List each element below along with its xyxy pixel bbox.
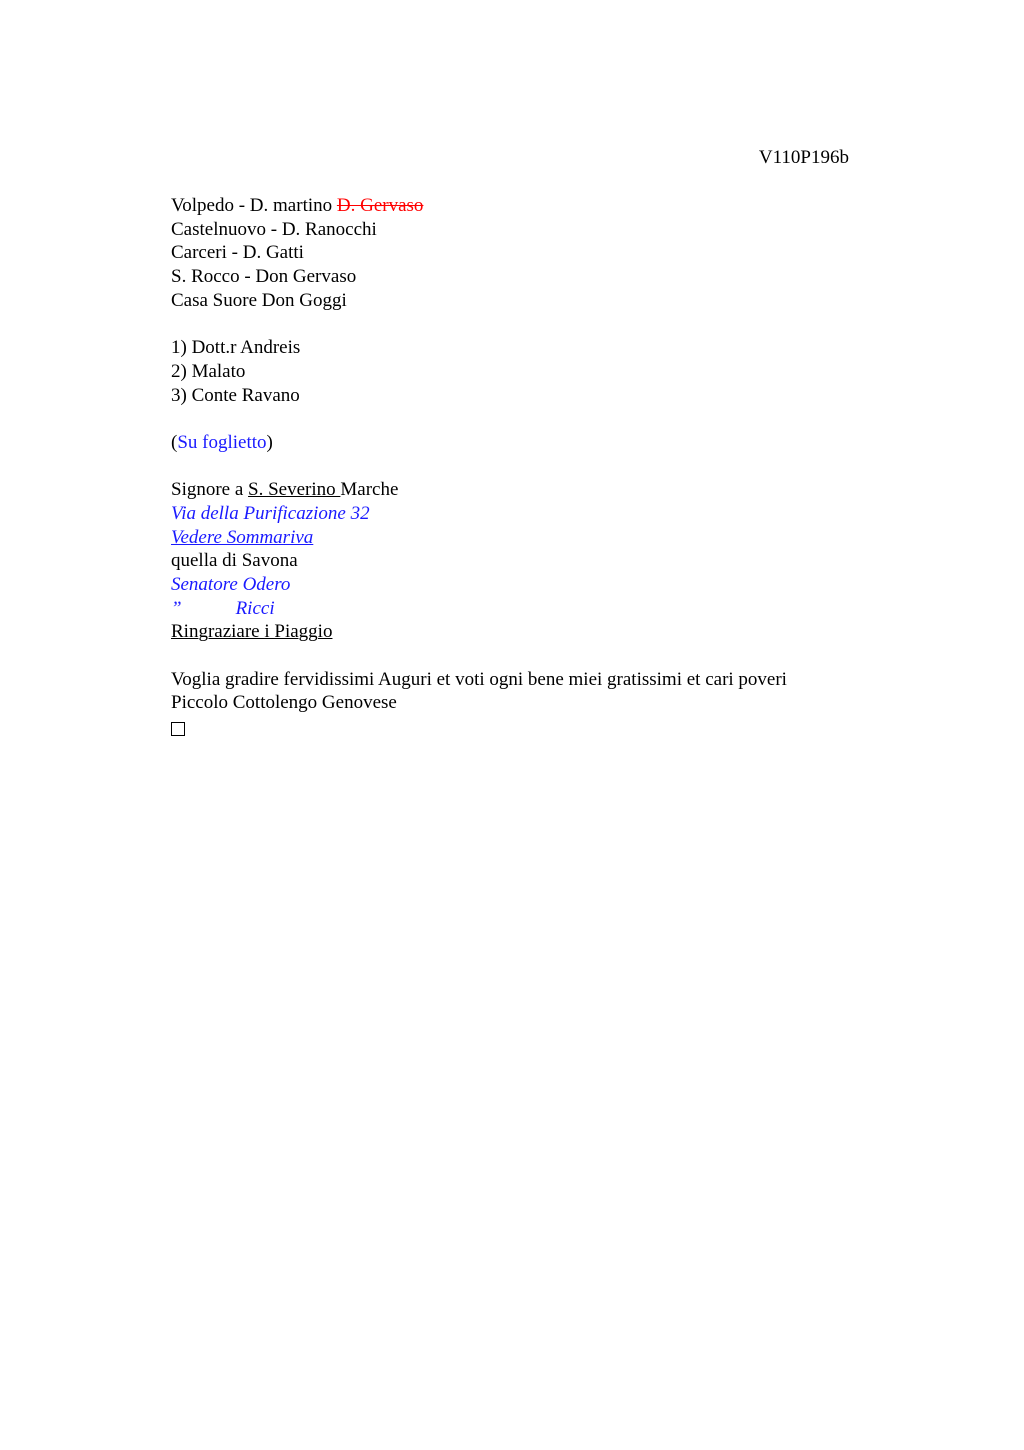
text-line-address: Via della Purificazione 32 (171, 502, 370, 524)
note-close-paren: ) (266, 431, 273, 453)
text-line-casa-suore: Casa Suore Don Goggi (171, 289, 347, 311)
signore-prefix: Signore a (171, 479, 249, 501)
text-line-voglia: Voglia gradire fervidissimi Auguri et voti ogni bene miei gratissimi et cari poveri (171, 668, 787, 690)
text-line-savona: quella di Savona (171, 550, 298, 572)
note-open-paren: ( (171, 431, 178, 453)
text-line-senatore: Senatore Odero (171, 574, 291, 595)
text-line-castelnuovo: Castelnuovo - D. Ranocchi (171, 218, 377, 240)
checkbox-icon (171, 722, 185, 736)
ricci-text: Ricci (235, 597, 275, 619)
text-line-piccolo: Piccolo Cottolengo Genovese (171, 692, 397, 714)
text-line-carceri: Carceri - D. Gatti (171, 242, 304, 264)
signore-suffix: Marche (340, 479, 399, 501)
list-item-1: 1) Dott.r Andreis (171, 337, 301, 359)
note-line (171, 431, 861, 455)
paragraph-gap (171, 455, 861, 479)
text-line-ringraziare (171, 620, 861, 644)
text-line-signore (171, 478, 861, 502)
ringraziare-text: Ringraziare i Piaggio (171, 621, 333, 643)
struck-text: D. Gervaso (336, 195, 424, 216)
signore-place: S. Severino (248, 479, 341, 501)
text-line-s-rocco: S. Rocco - Don Gervaso (171, 266, 357, 288)
paragraph-gap (171, 644, 861, 668)
note-text: Su foglietto (177, 431, 267, 453)
vedere-text: Vedere Sommariva (171, 526, 314, 548)
paragraph-gap (171, 407, 861, 431)
document-body (171, 194, 861, 739)
text-line-volpedo (171, 194, 861, 218)
document-id: V110P196b (758, 147, 849, 168)
volpedo-text: Volpedo - D. martino (171, 195, 337, 216)
paragraph-gap (171, 312, 861, 336)
ditto-mark: ” (171, 597, 182, 619)
list-item-2: 2) Malato (171, 360, 246, 382)
checkbox-line (171, 715, 861, 739)
list-item-3: 3) Conte Ravano (171, 384, 300, 406)
text-line-ricci (171, 597, 861, 621)
text-line-vedere (171, 526, 861, 550)
